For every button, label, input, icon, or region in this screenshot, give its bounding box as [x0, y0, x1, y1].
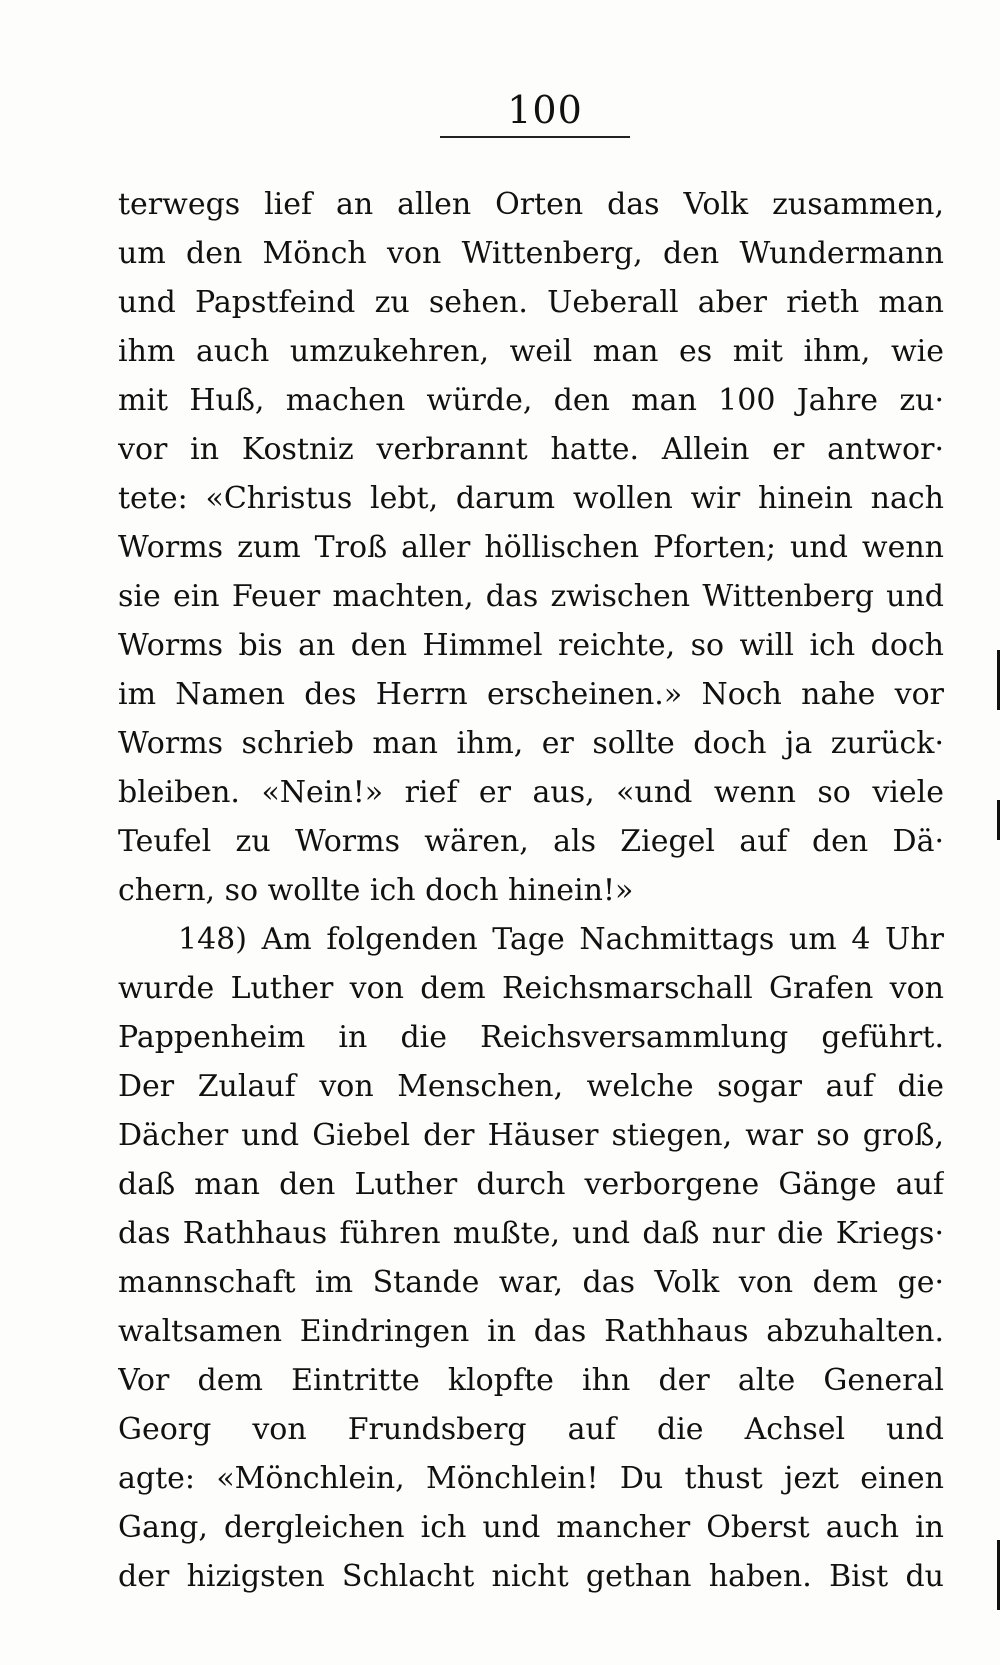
text-line: chern, so wollte ich doch hinein!» — [118, 873, 634, 908]
page-number: 100 — [507, 88, 583, 132]
text-line: um den Mönch von Wittenberg, den Wundermann — [118, 236, 944, 271]
text-line: Worms bis an den Himmel reichte, so will ich doch — [118, 628, 944, 663]
text-line: tete: «Christus lebt, darum wollen wir hinein nach — [118, 481, 944, 516]
text-line: wurde Luther von dem Reichsmarschall Grafen von — [118, 971, 944, 1006]
text-line: 148) Am folgenden Tage Nachmittags um 4 Uhr — [178, 922, 944, 957]
text-line: Georg von Frundsberg auf die Achsel und — [118, 1412, 944, 1447]
text-line: Worms schrieb man ihm, er sollte doch ja zurück· — [118, 726, 944, 761]
text-line: bleiben. «Nein!» rief er aus, «und wenn so viele — [118, 775, 944, 810]
text-line: Dächer und Giebel der Häuser stiegen, war so groß, — [118, 1118, 944, 1153]
paragraph-2 — [118, 915, 944, 1601]
text-line: mannschaft im Stande war, das Volk von dem ge· — [118, 1265, 944, 1300]
text-line: mit Huß, machen würde, den man 100 Jahre zu· — [118, 383, 944, 418]
text-line: Worms zum Troß aller höllischen Pforten; und wenn — [118, 530, 944, 565]
text-line: und Papstfeind zu sehen. Ueberall aber rieth man — [118, 285, 944, 320]
body-text — [118, 180, 944, 1601]
text-line: Teufel zu Worms wären, als Ziegel auf den Dä· — [118, 824, 944, 859]
text-line: Vor dem Eintritte klopfte ihn der alte General — [118, 1363, 944, 1398]
text-line: waltsamen Eindringen in das Rathhaus abzuhalten. — [118, 1314, 944, 1349]
text-line: ihm auch umzukehren, weil man es mit ihm, wie — [118, 334, 944, 369]
text-line: Der Zulauf von Menschen, welche sogar auf die — [118, 1069, 944, 1104]
text-line: Gang, dergleichen ich und mancher Oberst auch in — [118, 1510, 944, 1545]
text-line: daß man den Luther durch verborgene Gänge auf — [118, 1167, 944, 1202]
text-line: vor in Kostniz verbrannt hatte. Allein er antwor· — [118, 432, 944, 467]
text-line: terwegs lief an allen Orten das Volk zusammen, — [118, 187, 944, 222]
text-line: agte: «Mönchlein, Mönchlein! Du thust jezt einen — [118, 1461, 944, 1496]
text-line: das Rathhaus führen mußte, und daß nur die Kriegs· — [118, 1216, 944, 1251]
text-line: Pappenheim in die Reichsversammlung geführt. — [118, 1020, 944, 1055]
header-rule — [440, 136, 630, 138]
text-line: sie ein Feuer machten, das zwischen Wittenberg und — [118, 579, 944, 614]
text-line: im Namen des Herrn erscheinen.» Noch nahe vor — [118, 677, 944, 712]
text-line: der hizigsten Schlacht nicht gethan haben. Bist du — [118, 1559, 944, 1594]
paragraph-1 — [118, 180, 944, 915]
